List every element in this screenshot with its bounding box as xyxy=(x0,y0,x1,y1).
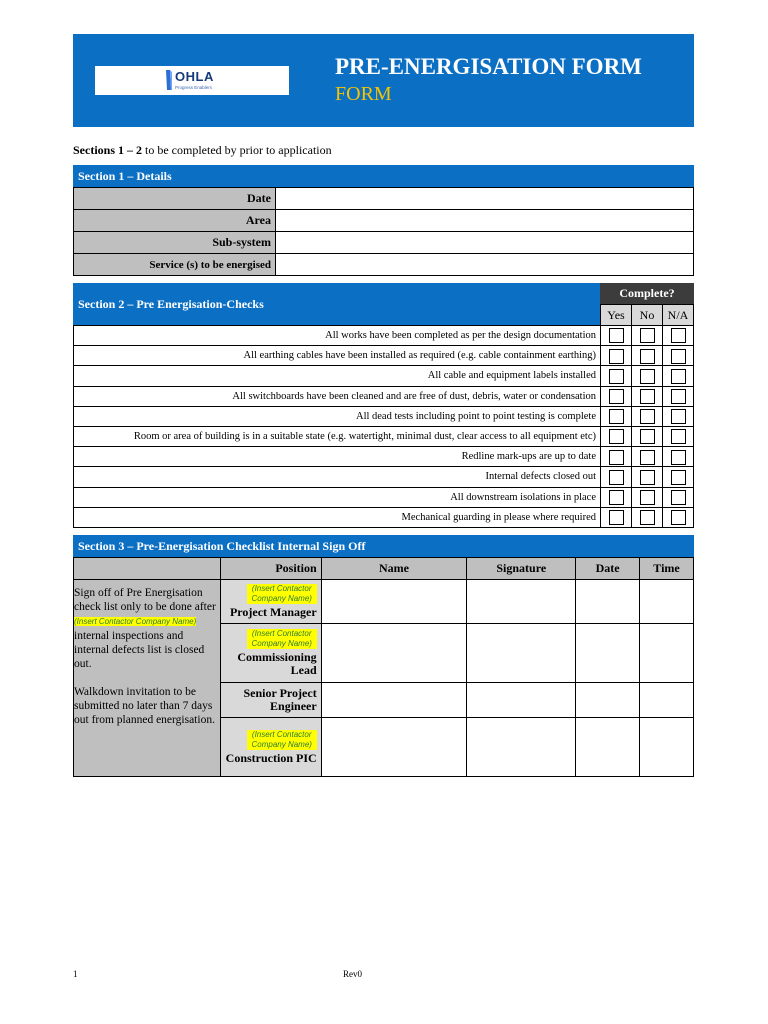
name-field[interactable] xyxy=(321,718,467,777)
position-label: Commissioning Lead xyxy=(237,650,317,677)
position-cell xyxy=(220,580,321,624)
name-field[interactable] xyxy=(321,580,467,624)
na-checkbox[interactable] xyxy=(671,349,686,364)
na-checkbox[interactable] xyxy=(671,409,686,424)
check-row xyxy=(74,447,694,467)
position-cell xyxy=(220,718,321,777)
time-field[interactable] xyxy=(640,683,694,718)
check-row xyxy=(74,326,694,346)
intro-text xyxy=(73,143,332,158)
na-checkbox[interactable] xyxy=(671,389,686,404)
subsystem-field[interactable] xyxy=(276,232,694,254)
check-row xyxy=(74,406,694,426)
name-field[interactable] xyxy=(321,624,467,683)
no-checkbox[interactable] xyxy=(640,490,655,505)
table-row xyxy=(74,254,694,276)
form-subtitle: FORM xyxy=(335,83,392,105)
header-spacer xyxy=(74,305,601,326)
signature-field[interactable] xyxy=(467,683,576,718)
table-row xyxy=(74,210,694,232)
check-item-label: All downstream isolations in place xyxy=(74,487,601,507)
signature-field[interactable] xyxy=(467,580,576,624)
check-row xyxy=(74,366,694,386)
company-placeholder: (Insert Contactor Company Name) xyxy=(247,584,317,604)
no-checkbox[interactable] xyxy=(640,328,655,343)
date-field[interactable] xyxy=(276,188,694,210)
section1-heading: Section 1 – Details xyxy=(73,165,694,187)
na-checkbox[interactable] xyxy=(671,450,686,465)
details-label: Sub-system xyxy=(74,232,276,254)
details-label: Service (s) to be energised xyxy=(74,254,276,276)
check-row xyxy=(74,487,694,507)
checks-table xyxy=(73,304,694,528)
section2-heading: Section 2 – Pre Energisation-Checks xyxy=(73,283,600,326)
check-item-label: All cable and equipment labels installed xyxy=(74,366,601,386)
na-checkbox[interactable] xyxy=(671,429,686,444)
time-field[interactable] xyxy=(640,718,694,777)
col-time: Time xyxy=(640,558,694,580)
signature-field[interactable] xyxy=(467,624,576,683)
logo-tagline: Progress Enablers xyxy=(175,85,213,90)
check-row xyxy=(74,467,694,487)
col-name: Name xyxy=(321,558,467,580)
section3-heading: Section 3 – Pre-Energisation Checklist Internal Sign Off xyxy=(73,535,694,557)
table-header-row xyxy=(74,558,694,580)
details-label: Area xyxy=(74,210,276,232)
check-item-label: All switchboards have been cleaned and are free of dust, debris, water or condensation xyxy=(74,386,601,406)
no-checkbox[interactable] xyxy=(640,450,655,465)
na-checkbox[interactable] xyxy=(671,328,686,343)
position-label: Senior Project Engineer xyxy=(243,686,317,713)
position-label: Construction PIC xyxy=(225,750,317,765)
signoff-table xyxy=(73,557,694,777)
company-placeholder: (Insert Contactor Company Name) xyxy=(247,629,317,649)
signoff-row xyxy=(74,580,694,624)
no-checkbox[interactable] xyxy=(640,429,655,444)
details-table xyxy=(73,187,694,276)
position-label: Project Manager xyxy=(229,605,317,619)
company-logo xyxy=(95,66,289,95)
time-field[interactable] xyxy=(640,624,694,683)
yes-checkbox[interactable] xyxy=(609,470,624,485)
header-banner xyxy=(73,34,694,127)
yes-checkbox[interactable] xyxy=(609,450,624,465)
check-item-label: All dead tests including point to point testing is complete xyxy=(74,406,601,426)
company-placeholder: (Insert Contactor Company Name) xyxy=(247,730,317,750)
intro-bold: Sections 1 – 2 xyxy=(73,143,142,157)
yes-checkbox[interactable] xyxy=(609,389,624,404)
note-text: Sign off of Pre Energisation check list only to be done after xyxy=(74,587,216,613)
note-walkdown: Walkdown invitation to be submitted no later than 7 days out from planned energisation. xyxy=(74,686,215,726)
col-signature: Signature xyxy=(467,558,576,580)
check-item-label: All earthing cables have been installed as required (e.g. cable containment earthing) xyxy=(74,346,601,366)
time-field[interactable] xyxy=(640,580,694,624)
col-yes: Yes xyxy=(601,305,632,326)
table-row xyxy=(74,188,694,210)
na-checkbox[interactable] xyxy=(671,490,686,505)
no-checkbox[interactable] xyxy=(640,409,655,424)
check-item-label: Internal defects closed out xyxy=(74,467,601,487)
check-row xyxy=(74,386,694,406)
check-row xyxy=(74,346,694,366)
note-text: internal inspections and internal defects list is closed out. xyxy=(74,630,205,670)
na-checkbox[interactable] xyxy=(671,369,686,384)
yes-checkbox[interactable] xyxy=(609,409,624,424)
complete-header: Complete? xyxy=(600,283,694,304)
header-spacer xyxy=(74,558,221,580)
na-checkbox[interactable] xyxy=(671,470,686,485)
yes-checkbox[interactable] xyxy=(609,369,624,384)
signoff-note xyxy=(74,580,221,777)
col-na: N/A xyxy=(663,305,694,326)
form-title: PRE-ENERGISATION FORM xyxy=(335,54,642,79)
date-field[interactable] xyxy=(576,718,640,777)
check-item-label: Room or area of building is in a suitable state (e.g. watertight, minimal dust, clear access to all equipment etc) xyxy=(74,426,601,446)
area-field[interactable] xyxy=(276,210,694,232)
date-field[interactable] xyxy=(576,683,640,718)
table-row xyxy=(74,232,694,254)
revision-label: Rev0 xyxy=(343,969,362,979)
position-cell xyxy=(220,624,321,683)
logo-mark-icon xyxy=(165,68,173,92)
services-field[interactable] xyxy=(276,254,694,276)
yes-checkbox[interactable] xyxy=(609,349,624,364)
intro-rest: to be completed by prior to application xyxy=(142,143,332,157)
yes-checkbox[interactable] xyxy=(609,328,624,343)
no-checkbox[interactable] xyxy=(640,510,655,525)
name-field[interactable] xyxy=(321,683,467,718)
check-row xyxy=(74,426,694,446)
note-highlight: (Insert Contactor Company Name) xyxy=(74,617,197,626)
col-date: Date xyxy=(576,558,640,580)
check-item-label: All works have been completed as per the design documentation xyxy=(74,326,601,346)
date-field[interactable] xyxy=(576,624,640,683)
table-header-row xyxy=(74,305,694,326)
na-checkbox[interactable] xyxy=(671,510,686,525)
check-row xyxy=(74,507,694,527)
signature-field[interactable] xyxy=(467,718,576,777)
date-field[interactable] xyxy=(576,580,640,624)
position-cell xyxy=(220,683,321,718)
col-position: Position xyxy=(220,558,321,580)
yes-checkbox[interactable] xyxy=(609,510,624,525)
no-checkbox[interactable] xyxy=(640,389,655,404)
no-checkbox[interactable] xyxy=(640,369,655,384)
yes-checkbox[interactable] xyxy=(609,490,624,505)
yes-checkbox[interactable] xyxy=(609,429,624,444)
check-item-label: Mechanical guarding in please where required xyxy=(74,507,601,527)
no-checkbox[interactable] xyxy=(640,470,655,485)
check-item-label: Redline mark-ups are up to date xyxy=(74,447,601,467)
logo-text: OHLA xyxy=(175,69,214,84)
page-number: 1 xyxy=(73,969,78,979)
col-no: No xyxy=(632,305,663,326)
no-checkbox[interactable] xyxy=(640,349,655,364)
details-label: Date xyxy=(74,188,276,210)
